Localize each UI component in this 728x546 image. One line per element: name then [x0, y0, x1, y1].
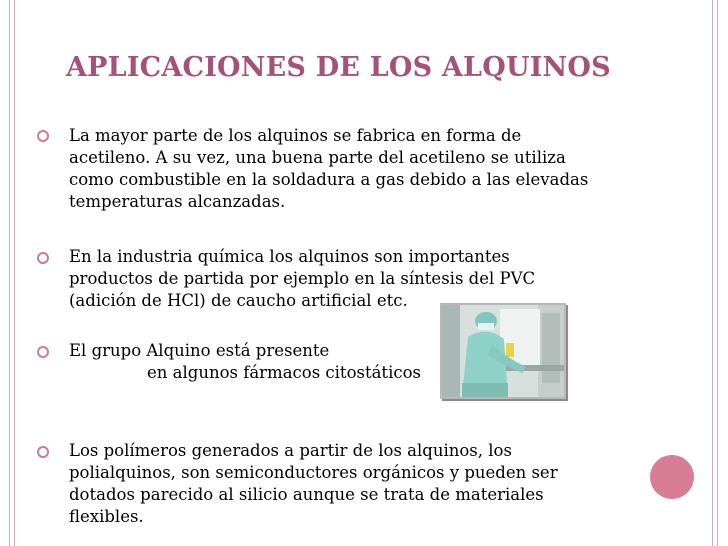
left-border-line	[9, 0, 10, 546]
bullet-line: En la industria química los alquinos son importantes	[69, 247, 510, 266]
bullet-text-3	[69, 340, 421, 384]
bullet-line: acetileno. A su vez, una buena parte del acetileno se utiliza	[69, 148, 566, 167]
bullet-text-4	[69, 440, 558, 528]
right-border-line	[717, 0, 718, 546]
bullet-line: temperaturas alcanzadas.	[69, 192, 286, 211]
bullet-line: como combustible en la soldadura a gas debido a las elevadas	[69, 170, 589, 189]
bullet-marker	[37, 130, 49, 142]
bullet-marker	[37, 252, 49, 264]
slide-title: APLICACIONES DE LOS ALQUINOS	[66, 52, 611, 83]
lab-worker-image	[442, 305, 564, 397]
bullet-line: La mayor parte de los alquinos se fabrica en forma de	[69, 126, 522, 145]
bullet-text-1	[69, 125, 588, 213]
right-border-line-inner	[712, 0, 713, 546]
bullet-line: El grupo Alquino está presente	[69, 341, 330, 360]
bullet-line: Los polímeros generados a partir de los alquinos, los	[69, 441, 512, 460]
decorative-circle	[650, 455, 694, 499]
bullet-line: (adición de HCl) de caucho artificial etc.	[69, 291, 408, 310]
bullet-marker	[37, 446, 49, 458]
left-border-line-inner	[14, 0, 15, 546]
bullet-marker	[37, 346, 49, 358]
bullet-line: dotados parecido al silicio aunque se trata de materiales	[69, 485, 544, 504]
bullet-line: en algunos fármacos citostáticos	[147, 363, 421, 382]
bullet-line: flexibles.	[69, 507, 144, 526]
bullet-line: productos de partida por ejemplo en la síntesis del PVC	[69, 269, 536, 288]
lab-photo	[440, 303, 566, 399]
bullet-line: polialquinos, son semiconductores orgánicos y pueden ser	[69, 463, 558, 482]
